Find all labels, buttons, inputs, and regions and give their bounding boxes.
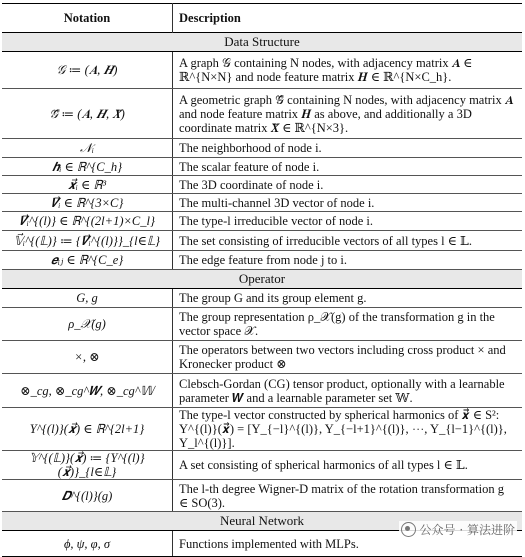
notation-cell: 𝒆ᵢⱼ ∈ ℝ^{C_e} [2,251,173,270]
section-title: Data Structure [2,33,522,52]
description-cell: The neighborhood of node i. [173,139,523,158]
description-cell: A geometric graph 𝒢⃗ containing N nodes, with adjacency matrix 𝑨 and node feature matrix 𝑯 as above, and additionally a 3D coordinate matrix 𝑿⃗ ∈ ℝ^{N×3}. [173,89,523,139]
notation-table [2,3,522,557]
description-cell: A graph 𝒢 containing N nodes, with adjacency matrix 𝑨 ∈ ℝ^{N×N} and node feature matrix 𝑯 ∈ ℝ^{N×C_h}. [173,52,523,89]
section-title: Operator [2,270,522,289]
description-cell: Clebsch-Gordan (CG) tensor product, optionally with a learnable parameter 𝑾 and a learnable parameter set 𝕎. [173,374,523,408]
description-cell: The operators between two vectors including cross product × and Kronecker product ⊗ [173,341,523,374]
table-row [2,212,522,231]
wechat-logo-icon [401,522,416,537]
table-row [2,89,522,139]
description-cell: The multi-channel 3D vector of node i. [173,194,523,212]
notation-cell: ρ_𝒳(g) [2,308,173,341]
section-title: Neural Network [2,512,522,531]
table-row [2,451,522,480]
notation-cell: 𝒢⃗ ≔ (𝑨, 𝑯, 𝑿⃗) [2,89,173,139]
notation-cell: 𝑽⃗ᵢ ∈ ℝ^{3×C} [2,194,173,212]
watermark [399,521,517,538]
description-cell: The type-l vector constructed by spherical harmonics of 𝒙⃗ ∈ S²: Y^{(l)}(𝒙⃗) = [Y_{−l}^{(l)}, Y_{−l+1}^{(l)}, ⋯, Y_{l−1}^{(l)}, Y_l^{(l)}]. [173,408,523,451]
table-row [2,341,522,374]
description-cell: The scalar feature of node i. [173,158,523,176]
table-row [2,194,522,212]
header-description: Description [179,11,241,25]
section-operator [2,270,522,289]
description-cell: The l-th degree Wigner-D matrix of the rotation transformation g ∈ SO(3). [173,480,523,512]
watermark-text: 公众号 · 算法进阶 [419,523,515,537]
description-cell: Functions implemented with MLPs. [173,531,523,557]
notation-cell: ϕ, ψ, φ, σ [2,531,173,557]
table-row [2,480,522,512]
notation-cell: 𝕍⃗ᵢ^{(𝕃)} ≔ {𝑽⃗ᵢ^{(l)}}_{l∈𝕃} [2,231,173,251]
notation-cell: 𝒉ᵢ ∈ ℝ^{C_h} [2,158,173,176]
notation-cell: 𝒩ᵢ [2,139,173,158]
notation-cell: 𝑫^{(l)}(g) [2,480,173,512]
header-notation: Notation [2,4,173,33]
table-row [2,308,522,341]
table-row [2,52,522,89]
description-cell: The type-l irreducible vector of node i. [173,212,523,231]
table-row [2,231,522,251]
description-cell: A set consisting of spherical harmonics of all types l ∈ 𝕃. [173,451,523,480]
notation-cell: Y^{(l)}(𝒙⃗) ∈ ℝ^{2l+1} [2,408,173,451]
table-row [2,176,522,194]
notation-cell: 𝑽⃗ᵢ^{(l)} ∈ ℝ^{(2l+1)×C_l} [2,212,173,231]
table-header-row [2,4,522,33]
table-row [2,374,522,408]
notation-cell: G, g [2,289,173,308]
table-row [2,139,522,158]
description-cell: The 3D coordinate of node i. [173,176,523,194]
notation-cell: ×, ⊗ [2,341,173,374]
description-cell: The edge feature from node j to i. [173,251,523,270]
table-row [2,289,522,308]
notation-cell: 𝒙⃗ᵢ ∈ ℝ³ [2,176,173,194]
table-row [2,408,522,451]
description-cell: The set consisting of irreducible vectors of all types l ∈ 𝕃. [173,231,523,251]
table-row [2,158,522,176]
notation-cell: 𝒢 ≔ (𝑨, 𝑯) [2,52,173,89]
notation-cell: 𝕐^{(𝕃)}(𝒙⃗) ≔ {Y^{(l)}(𝒙⃗)}_{l∈𝕃} [2,451,173,480]
section-data-structure [2,33,522,52]
table-row [2,251,522,270]
description-cell: The group representation ρ_𝒳(g) of the transformation g in the vector space 𝒳. [173,308,523,341]
description-cell: The group G and its group element g. [173,289,523,308]
notation-cell: ⊗_cg, ⊗_cg^𝑾, ⊗_cg^𝕎 [2,374,173,408]
